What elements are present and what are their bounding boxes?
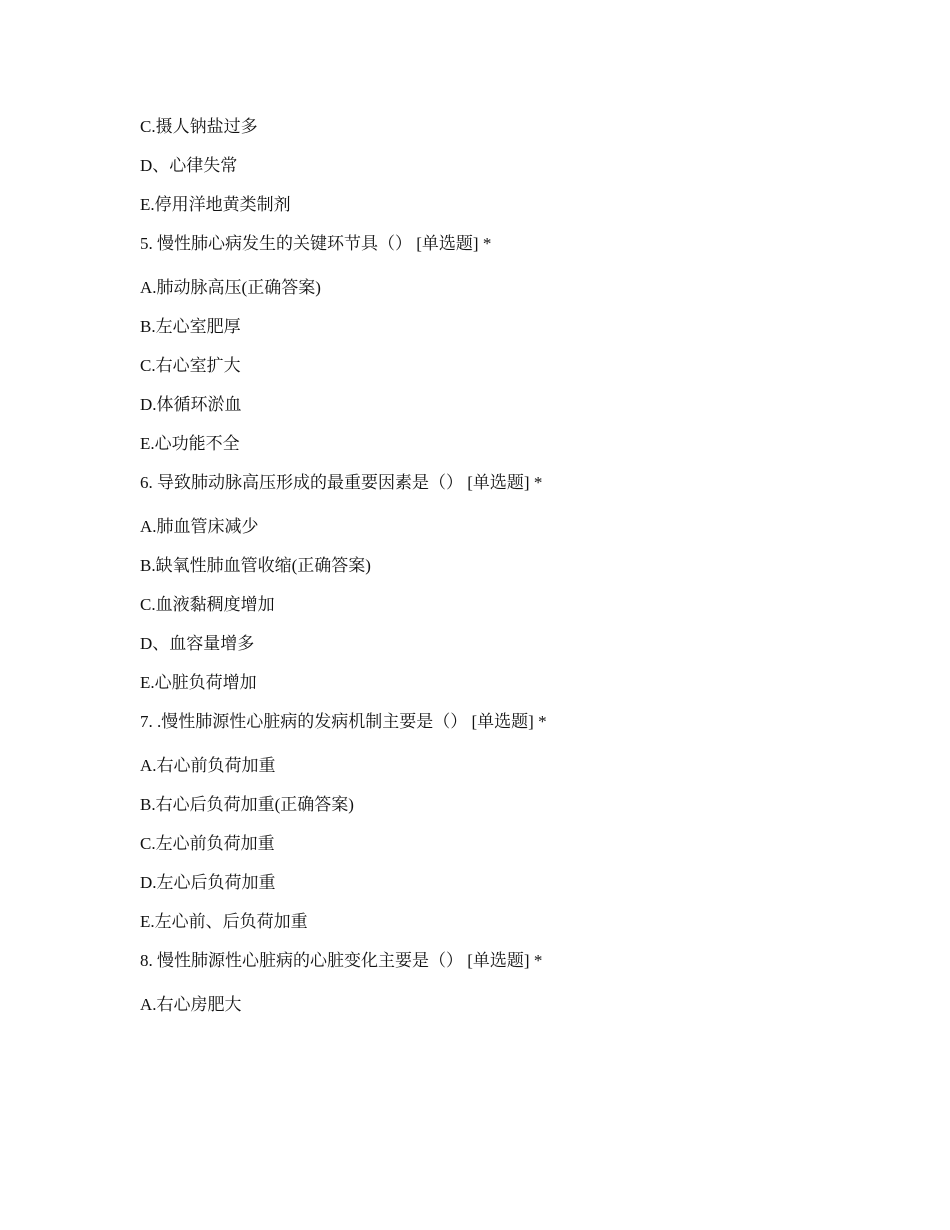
question-6-option-a[interactable]: A.肺血管床减少 [140, 517, 259, 536]
option-prev-d[interactable]: D、心律失常 [140, 156, 238, 175]
question-5-option-a[interactable]: A.肺动脉高压(正确答案) [140, 278, 321, 297]
question-7-option-b[interactable]: B.右心后负荷加重(正确答案) [140, 795, 354, 814]
question-5-title: 5. 慢性肺心病发生的关键环节具（） [单选题] * [140, 234, 492, 253]
question-7-option-c[interactable]: C.左心前负荷加重 [140, 834, 275, 853]
question-5-option-b[interactable]: B.左心室肥厚 [140, 317, 241, 336]
question-7-title: 7. .慢性肺源性心脏病的发病机制主要是（） [单选题] * [140, 712, 547, 731]
question-8-option-a[interactable]: A.右心房肥大 [140, 995, 242, 1014]
question-8-title: 8. 慢性肺源性心脏病的心脏变化主要是（） [单选题] * [140, 951, 543, 970]
question-7-option-d[interactable]: D.左心后负荷加重 [140, 873, 276, 892]
question-7-option-a[interactable]: A.右心前负荷加重 [140, 756, 276, 775]
question-6-option-e[interactable]: E.心脏负荷增加 [140, 673, 257, 692]
question-5-option-e[interactable]: E.心功能不全 [140, 434, 240, 453]
question-5-option-d[interactable]: D.体循环淤血 [140, 395, 242, 414]
question-6-title: 6. 导致肺动脉高压形成的最重要因素是（） [单选题] * [140, 473, 543, 492]
question-6-option-b[interactable]: B.缺氧性肺血管收缩(正确答案) [140, 556, 371, 575]
option-prev-c[interactable]: C.摄人钠盐过多 [140, 117, 258, 136]
question-7-option-e[interactable]: E.左心前、后负荷加重 [140, 912, 308, 931]
question-5-option-c[interactable]: C.右心室扩大 [140, 356, 241, 375]
option-prev-e[interactable]: E.停用洋地黄类制剂 [140, 195, 291, 214]
document-page [140, 116, 840, 1033]
question-6-option-c[interactable]: C.血液黏稠度增加 [140, 595, 275, 614]
question-6-option-d[interactable]: D、血容量增多 [140, 634, 255, 653]
